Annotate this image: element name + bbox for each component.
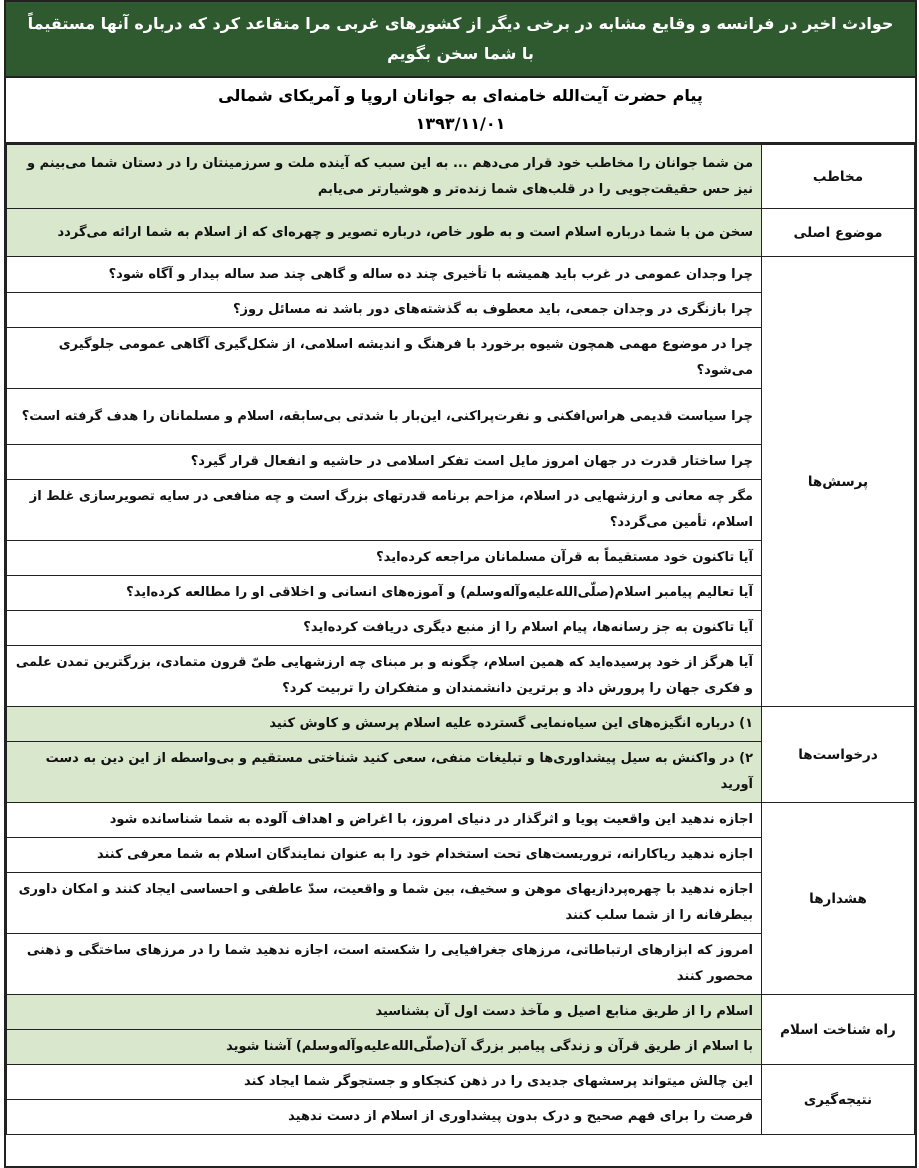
section-label: راه شناخت اسلام	[762, 995, 915, 1065]
section-item: آیا تاکنون خود مستقیماً به قرآن مسلمانان مراجعه کرده‌اید؟	[7, 541, 762, 576]
document-frame	[4, 0, 917, 1168]
section-label: درخواست‌ها	[762, 707, 915, 803]
table-row	[7, 209, 915, 257]
section-item: با اسلام از طریق قرآن و زندگی پیامبر بزرگ آن(صلّی‌الله‌علیه‌وآله‌وسلم) آشنا شوید	[7, 1030, 762, 1065]
section-item: من شما جوانان را مخاطب خود قرار می‌دهم ... به این سبب که آینده ملت و سرزمینتان را در دستان شما می‌بینم و نیز حس حقیقت‌جویی را در قلب‌های شما زنده‌تر و هوشیارتر می‌یابم	[7, 145, 762, 209]
section-item: فرصت را برای فهم صحیح و درک بدون پیشداوری از اسلام از دست ندهید	[7, 1100, 762, 1135]
title-line: پیام حضرت آیت‌الله خامنه‌ای به جوانان اروپا و آمریکای شمالی	[218, 86, 703, 105]
section-item: آیا تعالیم پیامبر اسلام(صلّی‌الله‌علیه‌وآله‌وسلم) و آموزه‌های انسانی و اخلاقی او را مطالعه کرده‌اید؟	[7, 576, 762, 611]
section-item: چرا ساختار قدرت در جهان امروز مایل است تفکر اسلامی در حاشیه و انفعال قرار گیرد؟	[7, 445, 762, 480]
section-label: مخاطب	[762, 145, 915, 209]
section-item: اجازه ندهید با چهره‌پردازیهای موهن و سخیف، بین شما و واقعیت، سدّ عاطفی و احساسی ایجاد کنند و امکان داوری بیطرفانه را از شما سلب کنند	[7, 873, 762, 934]
header-line-2: با شما سخن بگویم	[387, 44, 534, 63]
section-item: چرا سیاست قدیمی هراس‌افکنی و نفرت‌پراکنی، این‌بار با شدتی بی‌سابقه، اسلام و مسلمانان را هدف گرفته است؟	[7, 389, 762, 445]
table-row	[7, 803, 915, 838]
document-title	[6, 78, 915, 144]
section-item: چرا وجدان عمومی در غرب باید همیشه با تأخیری چند ده ساله و گاهی چند صد ساله بیدار و آگاه شود؟	[7, 257, 762, 293]
section-item: اجازه ندهید ریاکارانه، تروریست‌های تحت استخدام خود را به عنوان نمایندگان اسلام به شما معرفی کنند	[7, 838, 762, 873]
table-row	[7, 707, 915, 742]
summary-table	[6, 144, 915, 1135]
section-item: این چالش میتواند پرسشهای جدیدی را در ذهن کنجکاو و جستجوگر شما ایجاد کند	[7, 1065, 762, 1100]
table-row	[7, 1065, 915, 1100]
section-label: هشدارها	[762, 803, 915, 995]
table-row	[7, 145, 915, 209]
table-row	[7, 257, 915, 293]
section-item: اجازه ندهید این واقعیت پویا و اثرگذار در دنیای امروز، با اغراض و اهداف آلوده به شما شناسانده شود	[7, 803, 762, 838]
section-item: آیا هرگز از خود پرسیده‌اید که همین اسلام، چگونه و بر مبنای چه ارزشهایی طیّ قرون متمادی، بزرگترین تمدن علمی و فکری جهان را پرورش داد و برترین دانشمندان و متفکران را تربیت کرد؟	[7, 646, 762, 707]
section-item: چرا بازنگری در وجدان جمعی، باید معطوف به گذشته‌های دور باشد نه مسائل روز؟	[7, 293, 762, 328]
header-line-1: حوادث اخیر در فرانسه و وقایع مشابه در برخی دیگر از کشورهای غربی مرا متقاعد کرد که درباره آنها مستقیماً	[27, 14, 894, 33]
section-item: مگر چه معانی و ارزشهایی در اسلام، مزاحم برنامه قدرتهای بزرگ است و چه منافعی در سایه تصویرسازی غلط از اسلام، تأمین می‌گردد؟	[7, 480, 762, 541]
title-date: ۱۳۹۳/۱۱/۰۱	[415, 114, 506, 133]
section-label: نتیجه‌گیری	[762, 1065, 915, 1135]
section-item: ۲) در واکنش به سیل پیشداوری‌ها و تبلیغات منفی، سعی کنید شناختی مستقیم و بی‌واسطه از این دین به دست آورید	[7, 742, 762, 803]
section-label: موضوع اصلی	[762, 209, 915, 257]
section-item: امروز که ابزارهای ارتباطاتی، مرزهای جغرافیایی را شکسته است، اجازه ندهید شما را در مرزهای ساختگی و ذهنی محصور کنند	[7, 934, 762, 995]
section-item: ۱) درباره انگیزه‌های این سیاه‌نمایی گسترده علیه اسلام پرسش و کاوش کنید	[7, 707, 762, 742]
table-row	[7, 995, 915, 1030]
section-item: آیا تاکنون به جز رسانه‌ها، پیام اسلام را از منبع دیگری دریافت کرده‌اید؟	[7, 611, 762, 646]
section-label: پرسش‌ها	[762, 257, 915, 707]
section-item: سخن من با شما درباره اسلام است و به طور خاص، درباره تصویر و چهره‌ای که از اسلام به شما ارائه می‌گردد	[7, 209, 762, 257]
header-banner	[6, 2, 915, 78]
section-item: اسلام را از طریق منابع اصیل و مآخذ دست اول آن بشناسید	[7, 995, 762, 1030]
section-item: چرا در موضوع مهمی همچون شیوه برخورد با فرهنگ و اندیشه اسلامی، از شکل‌گیری آگاهی عمومی جلوگیری می‌شود؟	[7, 328, 762, 389]
